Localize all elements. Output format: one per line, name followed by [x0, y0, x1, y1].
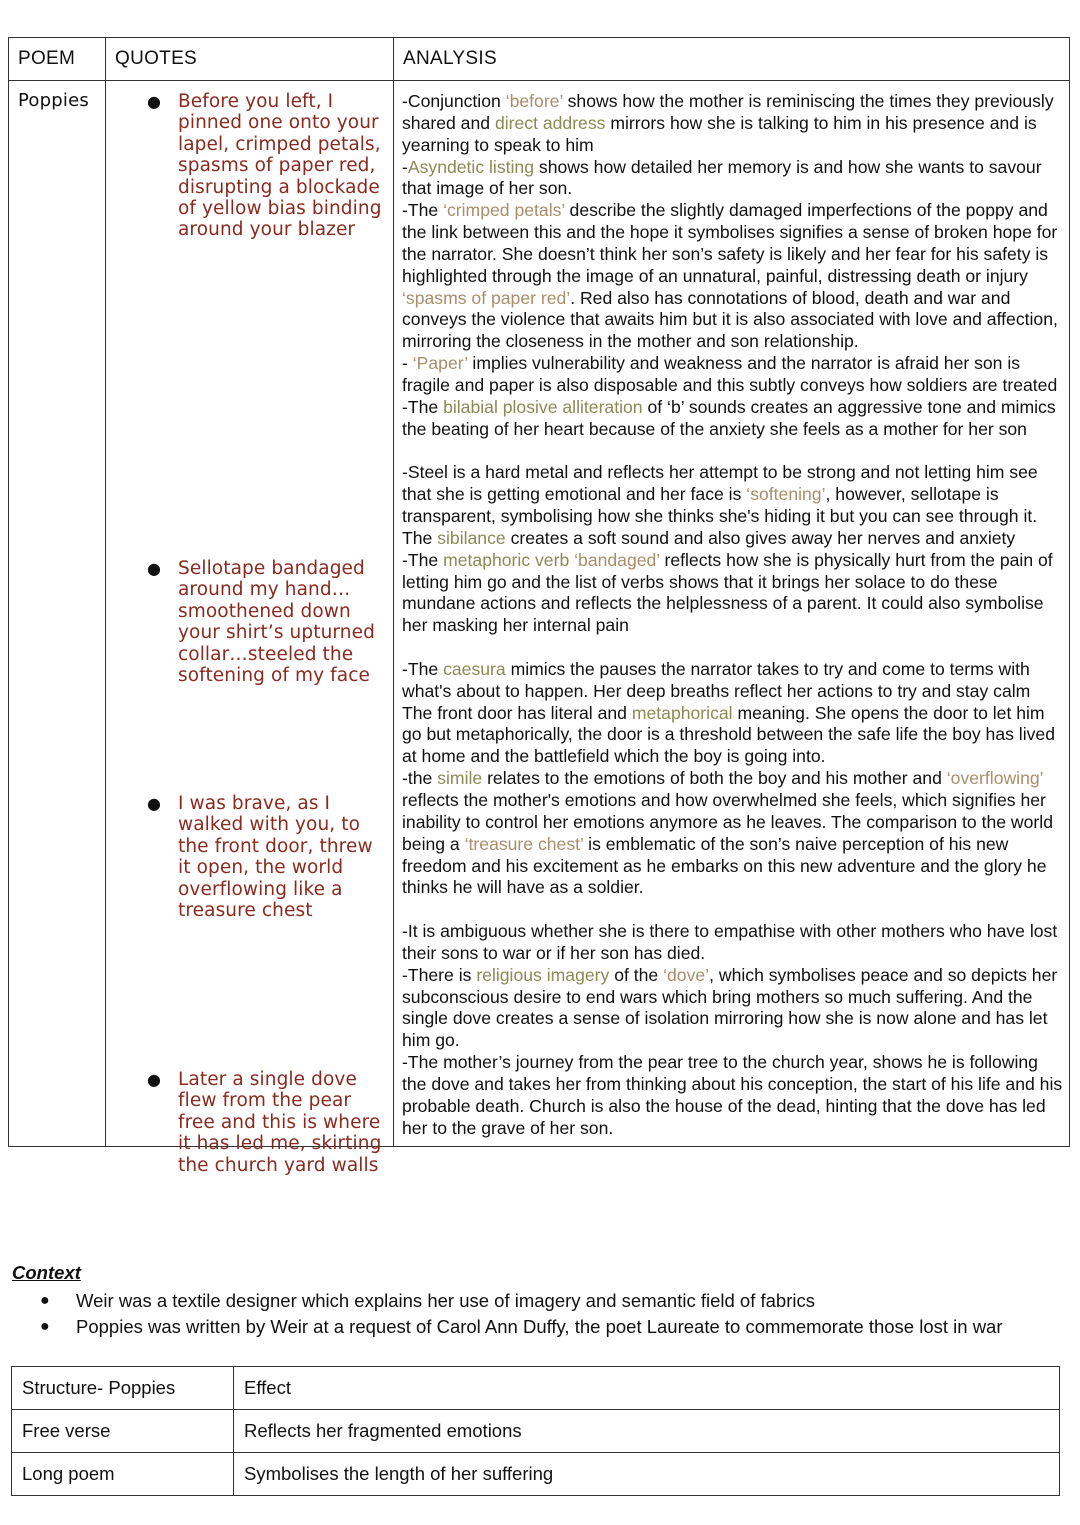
- poppies-analysis-table: [8, 37, 1070, 1176]
- context-list: [40, 1288, 1030, 1340]
- analysis-block-2: [402, 462, 1063, 637]
- list-item: ● Poppies was written by Weir at a request of Carol Ann Duffy, the poet Laureate to commemorate those lost in war: [40, 1314, 1030, 1340]
- analysis-paragraph: -The metaphoric verb ‘bandaged’ reflects how she is physically hurt from the pain of letting him go and the list of verbs shows that it brings her solace to do these mundane actions and reflects the helplessness of a parent. It could also symbolise her masking her internal pain: [402, 549, 1053, 636]
- quote-1: [147, 91, 387, 241]
- bullet-icon: ●: [40, 1292, 50, 1309]
- bullet-icon: ●: [147, 559, 162, 578]
- quote-reference: ‘bandaged’: [574, 549, 660, 570]
- structure-cell: Long poem: [12, 1453, 234, 1496]
- table-row: [12, 1453, 1060, 1496]
- bullet-icon: ●: [147, 1070, 162, 1089]
- analysis-paragraph: -Steel is a hard metal and reflects her attempt to be strong and not letting him see that she is getting emotional and her face is ‘softening’, however, sellotape is transparent, symbolising how she thinks she's hiding it but you can see through it. The sibilance creates a soft sound and also gives away her nerves and anxiety: [402, 462, 1038, 548]
- quote-reference: ‘overflowing’: [946, 768, 1043, 789]
- quote-reference: ‘softening’: [746, 484, 826, 505]
- table-row: [12, 1410, 1060, 1453]
- analysis-block-4: [402, 921, 1063, 1139]
- quote-text: Before you left, I pinned one onto your lapel, crimped petals, spasms of paper red, disrupting a blockade of yellow bias binding around your blazer: [178, 91, 382, 241]
- quote-4: [147, 1069, 387, 1176]
- analysis-cell: [394, 81, 1070, 1147]
- analysis-block-1: [402, 91, 1063, 441]
- structure-header-row: [12, 1367, 1060, 1410]
- analysis-paragraph: -The bilabial plosive alliteration of ‘b’ sounds creates an aggressive tone and mimics the beating of her heart because of the anxiety she feels as a mother for her son: [402, 396, 1056, 439]
- list-item: ● Weir was a textile designer which explains her use of imagery and semantic field of fabrics: [40, 1288, 1030, 1314]
- structure-table: [11, 1366, 1060, 1496]
- quote-3: [147, 793, 387, 922]
- technique-term: metaphorical: [631, 702, 733, 723]
- analysis-paragraph: The front door has literal and metaphorical meaning. She opens the door to let him go but metaphorically, the door is a threshold between the safe life the boy has lived at home and the battlefield which the boy is going into.: [402, 702, 1055, 767]
- quote-text: Later a single dove flew from the pear free and this is where it has led me, skirting the church yard walls: [178, 1069, 382, 1176]
- technique-term: caesura: [443, 658, 506, 679]
- analysis-paragraph: -The caesura mimics the pauses the narrator takes to try and come to terms with what's about to happen. Her deep breaths reflect her actions to try and stay calm: [402, 658, 1031, 701]
- quotes-cell: [106, 81, 394, 1176]
- analysis-paragraph: -Asyndetic listing shows how detailed her memory is and how she wants to savour that image of her son.: [402, 156, 1042, 199]
- quote-reference: ‘treasure chest’: [464, 833, 584, 854]
- technique-term: simile: [437, 768, 483, 789]
- technique-term: religious imagery: [476, 964, 610, 985]
- header-quotes: QUOTES: [106, 38, 394, 81]
- quote-text: Sellotape bandaged around my hand…smoothened down your shirt’s upturned collar…steeled the softening of my face: [178, 558, 375, 687]
- quote-reference: ‘crimped petals’: [443, 200, 565, 221]
- quote-text: I was brave, as I walked with you, to the front door, threw it open, the world overflowing like a treasure chest: [178, 793, 373, 922]
- analysis-paragraph: -The ‘crimped petals’ describe the slightly damaged imperfections of the poppy and the link between this and the hope it symbolises signifies a sense of broken hope for the narrator. She doesn’t think her son’s safety is likely and her fear for his safety is highlighted through the image of an unnatural, painful, distressing death or injury ‘spasms of paper red’. Red also has connotations of blood, death and war and conveys the violence that awaits him but it is also associated with love and affection, mirroring the closeness in the mother and son relationship.: [402, 200, 1058, 352]
- structure-header: Structure- Poppies: [12, 1367, 234, 1410]
- poem-name: Poppies: [9, 81, 106, 1147]
- quote-reference: ‘dove’: [663, 964, 710, 985]
- context-heading: Context: [12, 1262, 81, 1283]
- table-row: [9, 81, 1070, 1147]
- structure-cell: Free verse: [12, 1410, 234, 1453]
- analysis-paragraph: -Conjunction ‘before’ shows how the mother is reminiscing the times they previously shared and direct address mirrors how she is talking to him in his presence and is yearning to speak to him: [402, 91, 1054, 155]
- header-analysis: ANALYSIS: [394, 38, 1070, 81]
- bullet-icon: ●: [147, 92, 162, 111]
- technique-term: direct address: [494, 112, 606, 133]
- analysis-paragraph: -the simile relates to the emotions of both the boy and his mother and ‘overflowing’ reflects the mother's emotions and how overwhelmed she feels, which signifies her inability to control her emotions anymore as he leaves. The comparison to the world being a ‘treasure chest’ is emblematic of the son’s naive perception of his new freedom and his excitement as he embarks on this new adventure and the glory he thinks he will have as a soldier.: [402, 768, 1053, 898]
- effect-cell: Symbolises the length of her suffering: [234, 1453, 1060, 1496]
- analysis-block-3: [402, 659, 1063, 899]
- header-poem: POEM: [9, 38, 106, 81]
- quote-reference: ‘Paper’: [412, 353, 468, 374]
- analysis-paragraph: -It is ambiguous whether she is there to empathise with other mothers who have lost their sons to war or if her son has died.: [402, 921, 1058, 963]
- technique-term: Asyndetic listing: [407, 156, 535, 177]
- quote-reference: ‘before’: [505, 91, 563, 111]
- bullet-icon: ●: [147, 794, 162, 813]
- bullet-icon: ●: [40, 1318, 50, 1335]
- quote-reference: ‘spasms of paper red’: [402, 287, 571, 308]
- technique-term: bilabial plosive alliteration: [443, 396, 643, 417]
- table-header-row: [9, 38, 1070, 81]
- effect-cell: Reflects her fragmented emotions: [234, 1410, 1060, 1453]
- analysis-paragraph: -The mother’s journey from the pear tree to the church year, shows he is following the dove and takes her from thinking about his conception, the start of his life and his probable death. Church is also the house of the dead, hinting that the dove has led her to the grave of her son.: [402, 1052, 1063, 1138]
- quote-2: [147, 558, 387, 687]
- analysis-paragraph: - ‘Paper’ implies vulnerability and weakness and the narrator is afraid her son is fragile and paper is also disposable and this subtly conveys how soldiers are treated: [402, 353, 1058, 395]
- technique-term: metaphoric verb: [443, 549, 570, 570]
- effect-header: Effect: [234, 1367, 1060, 1410]
- technique-term: sibilance: [437, 527, 506, 548]
- analysis-paragraph: -There is religious imagery of the ‘dove’, which symbolises peace and so depicts her subconscious desire to end wars which bring mothers so much suffering. And the single dove creates a sense of isolation mirroring how she is now alone and has let him go.: [402, 964, 1058, 1051]
